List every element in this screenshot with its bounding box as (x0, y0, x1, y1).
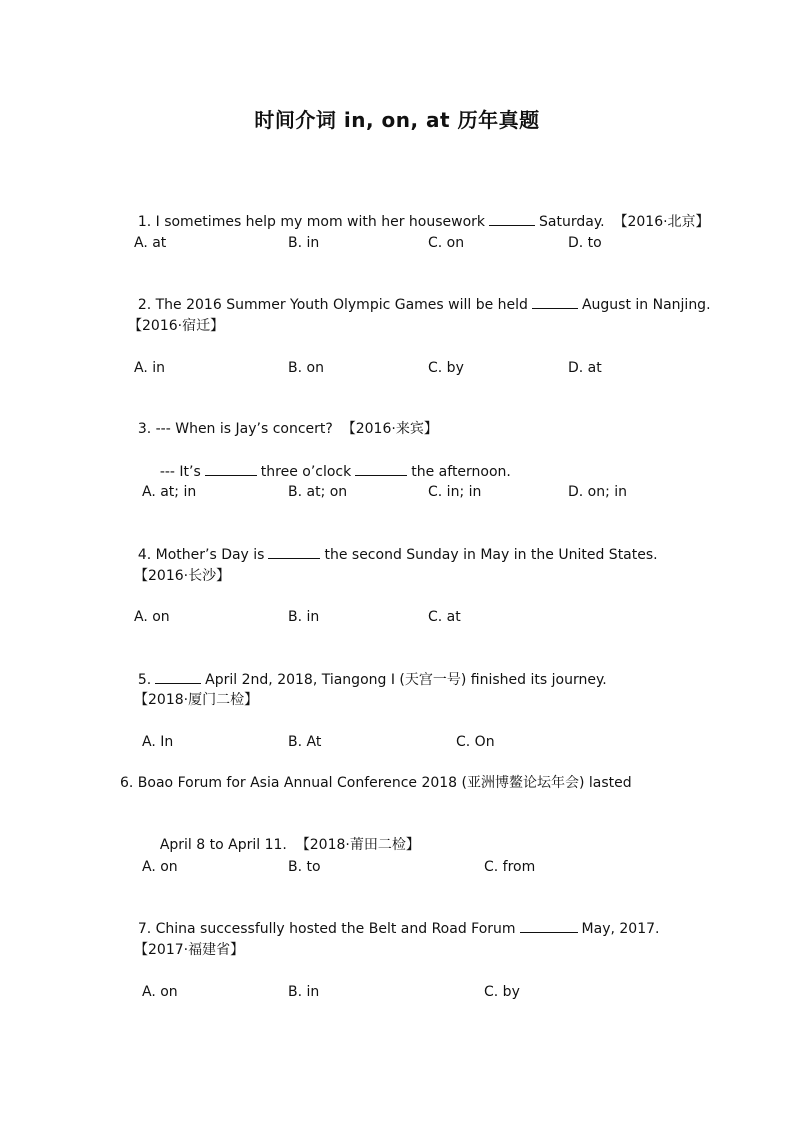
question-3-text: 3. --- When is Jay’s concert? (137, 421, 333, 437)
answer-blank (155, 669, 201, 684)
q2-option-d: D. at (568, 360, 602, 376)
question-7-text-end: May, 2017. (581, 921, 660, 937)
question-4-text-end: the second Sunday in May in the United States. (324, 547, 658, 563)
answer-blank (532, 294, 578, 309)
question-1 (120, 191, 710, 252)
question-1-text: 1. I sometimes help my mom with her housework (137, 214, 486, 230)
q3-option-a: A. at; in (142, 484, 197, 500)
q6-option-b: B. to (288, 859, 321, 875)
q2-option-c: C. by (428, 360, 464, 376)
q3-option-b: B. at; on (288, 484, 348, 500)
answer-blank (355, 461, 407, 476)
page-title: 时间介词 in, on, at 历年真题 (254, 108, 540, 132)
q5-option-c: C. On (456, 734, 495, 750)
q2-option-b: B. on (288, 360, 324, 376)
q5-option-a: A. In (142, 734, 174, 750)
q6-option-c: C. from (484, 859, 536, 875)
question-7-source: 【2017·福建省】 (134, 942, 245, 958)
answer-blank (489, 211, 535, 226)
q5-option-b: B. At (288, 734, 322, 750)
question-2-text: 2. The 2016 Summer Youth Olympic Games will be held (137, 297, 528, 313)
question-3-source: 【2016·来宾】 (341, 421, 438, 437)
answer-blank (520, 918, 578, 933)
q7-option-a: A. on (142, 984, 178, 1000)
question-5-text-end: April 2nd, 2018, Tiangong I (天宫一号) finished its journey. (205, 672, 607, 688)
answer-blank (205, 461, 257, 476)
q1-option-d: D. to (568, 235, 602, 251)
q4-option-b: B. in (288, 609, 320, 625)
q4-option-a: A. on (134, 609, 170, 625)
q3-option-d: D. on; in (568, 484, 628, 500)
question-6-text-end: April 8 to April 11. (159, 837, 287, 853)
question-1-source: 【2016·北京】 (613, 214, 710, 230)
question-5-text: 5. (137, 672, 152, 688)
q1-option-a: A. at (134, 235, 167, 251)
q6-option-a: A. on (142, 859, 178, 875)
q7-option-b: B. in (288, 984, 320, 1000)
q3-option-c: C. in; in (428, 484, 482, 500)
question-3-line2-end: the afternoon. (411, 464, 511, 480)
question-6-continued (142, 815, 420, 875)
question-4-text: 4. Mother’s Day is (137, 547, 265, 563)
question-4-source: 【2016·长沙】 (134, 568, 231, 584)
question-6-source: 【2018·莆田二检】 (295, 837, 420, 853)
question-3-line2-start: --- It’s (159, 464, 201, 480)
q1-option-c: C. on (428, 235, 465, 251)
answer-blank (268, 544, 320, 559)
question-1-text-end: Saturday. (539, 214, 605, 230)
q2-option-a: A. in (134, 360, 165, 376)
question-7-text: 7. China successfully hosted the Belt and Road Forum (137, 921, 516, 937)
question-2-source: 【2016·宿迁】 (128, 318, 225, 334)
question-3-line2-middle: three o’clock (260, 464, 352, 480)
q7-option-c: C. by (484, 984, 520, 1000)
q1-option-b: B. in (288, 235, 320, 251)
question-5-source: 【2018·厦门二检】 (134, 692, 259, 708)
question-2-text-end: August in Nanjing. (581, 297, 711, 313)
q4-option-c: C. at (428, 609, 461, 625)
question-6: 6. Boao Forum for Asia Annual Conference 2018 (亚洲博鳌论坛年会) lasted (120, 775, 632, 791)
